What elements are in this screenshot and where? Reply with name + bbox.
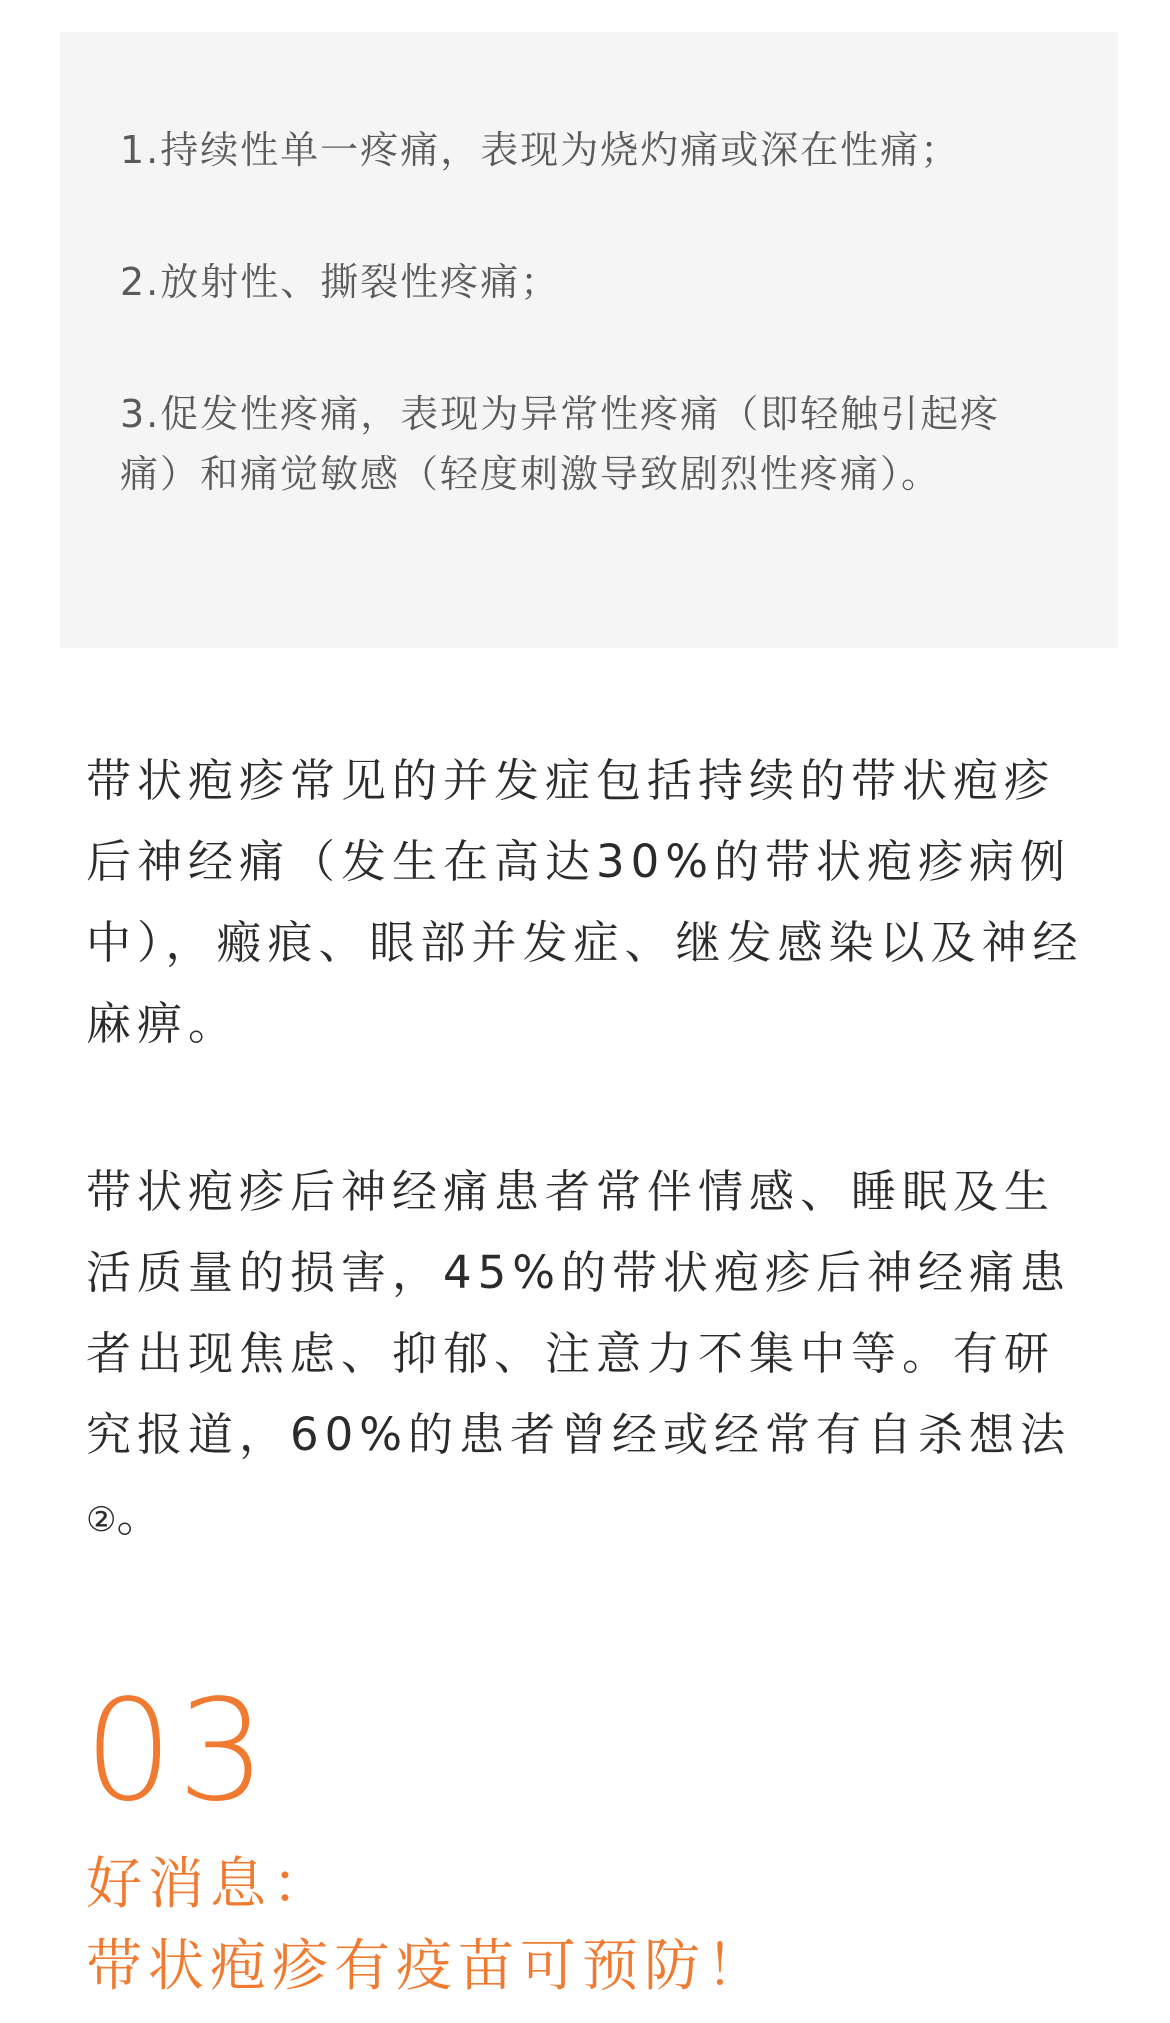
section-number: 03 bbox=[84, 1670, 271, 1833]
section-heading bbox=[86, 1844, 768, 2008]
symptom-item-1: 1.持续性单一疼痛，表现为烧灼痛或深在性痛； bbox=[120, 128, 961, 172]
section-heading-line-1: 好消息： bbox=[86, 1852, 334, 1917]
symptom-item-3: 3.促发性疼痛，表现为异常性疼痛（即轻触引起疼痛）和痛觉敏感（轻度刺激导致剧烈性疼痛）。 bbox=[120, 392, 1001, 496]
symptom-item-2: 2.放射性、撕裂性疼痛； bbox=[120, 260, 561, 304]
quality-of-life-text: 带状疱疹后神经痛患者常伴情感、睡眠及生活质量的损害，45%的带状疱疹后神经痛患者出现焦虑、抑郁、注意力不集中等。有研究报道，60%的患者曾经或经常有自杀想法 bbox=[86, 1165, 1072, 1461]
quality-of-life-paragraph bbox=[86, 1151, 1086, 1561]
complications-paragraph: 带状疱疹常见的并发症包括持续的带状疱疹后神经痛（发生在高达30%的带状疱疹病例中），瘢痕、眼部并发症、继发感染以及神经麻痹。 bbox=[86, 754, 1084, 1050]
section-heading-line-2: 带状疱疹有疫苗可预防！ bbox=[86, 1934, 768, 1999]
paragraph-end-mark: 。 bbox=[116, 1489, 168, 1542]
footnote-reference: ② bbox=[86, 1500, 117, 1540]
symptom-list-box bbox=[60, 32, 1118, 648]
